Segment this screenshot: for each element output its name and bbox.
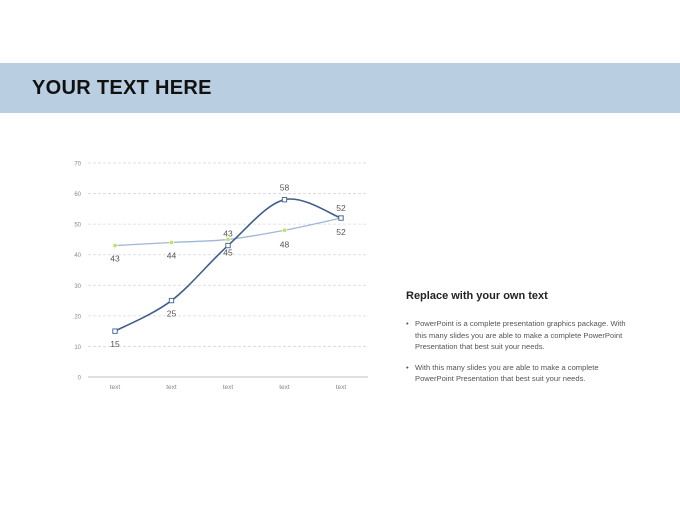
series-line	[115, 199, 341, 331]
x-tick-label: text	[222, 384, 234, 391]
data-label: 48	[279, 239, 290, 250]
data-label: 43	[110, 253, 120, 264]
side-panel	[406, 290, 636, 394]
data-point-marker	[282, 197, 286, 201]
bullet-list	[406, 318, 636, 385]
y-tick-label: 20	[74, 314, 81, 321]
data-label: 43	[223, 228, 233, 239]
y-tick-label: 60	[74, 192, 81, 199]
y-tick-label: 10	[74, 344, 81, 351]
data-label: 52	[336, 203, 346, 214]
x-tick-label: text	[335, 384, 347, 391]
bullet-item: • With this many slides you are able to make a complete PowerPoint Presentation that best suit your needs.	[406, 362, 636, 385]
data-label: 44	[166, 250, 177, 261]
data-point-marker	[169, 298, 173, 302]
data-point-marker	[169, 240, 173, 244]
side-heading: Replace with your own text	[406, 290, 548, 302]
x-tick-label: text	[279, 384, 290, 391]
data-label: 58	[279, 182, 290, 193]
data-point-marker	[339, 216, 343, 220]
data-label: 45	[223, 247, 233, 258]
data-label: 25	[166, 308, 177, 319]
data-label: 52	[336, 227, 346, 238]
x-tick-label: text	[166, 384, 177, 391]
data-point-marker	[113, 329, 117, 333]
data-point-marker	[282, 228, 286, 232]
page-title: YOUR TEXT HERE	[32, 77, 212, 99]
x-tick-label: text	[109, 384, 121, 391]
y-tick-label: 40	[74, 253, 81, 260]
data-label: 15	[110, 339, 120, 350]
y-tick-label: 50	[74, 222, 81, 229]
y-tick-label: 0	[77, 375, 81, 382]
y-tick-label: 30	[74, 283, 81, 290]
data-point-marker	[113, 243, 117, 247]
y-tick-label: 70	[74, 161, 81, 168]
bullet-item: • PowerPoint is a complete presentation graphics package. With this many slides you are able to make a complete PowerPoint Presentation that best suit your needs.	[406, 318, 636, 353]
